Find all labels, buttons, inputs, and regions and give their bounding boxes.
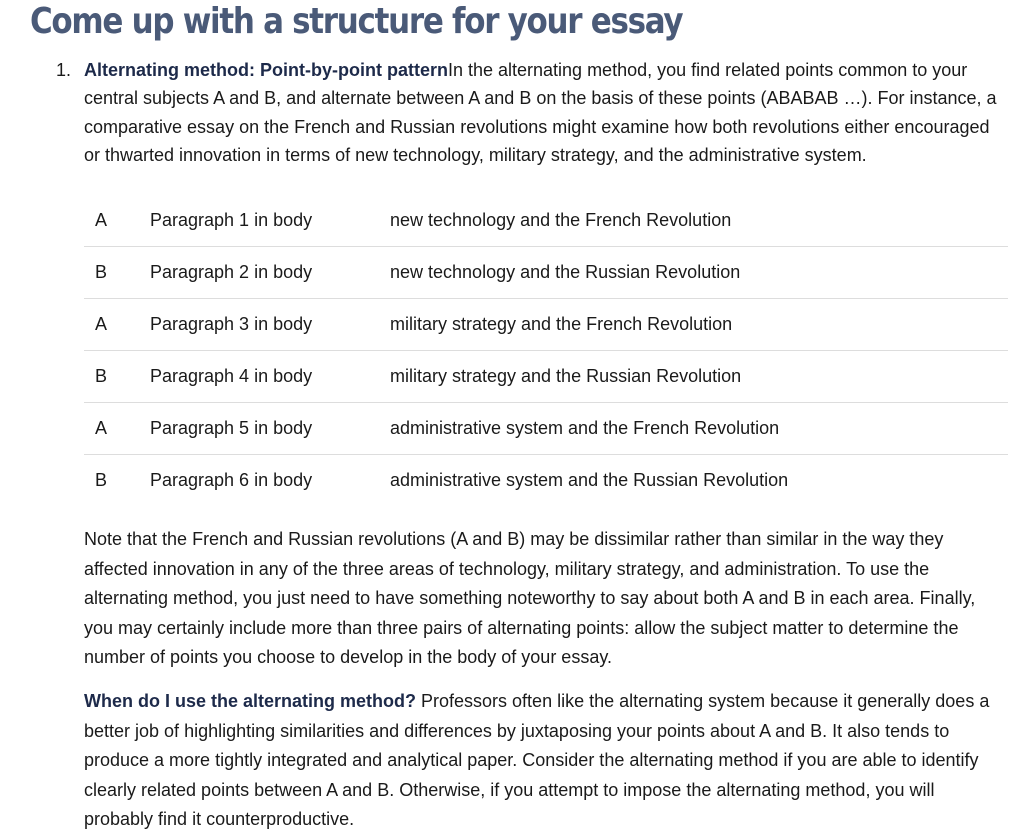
row-paragraph: Paragraph 1 in body — [150, 195, 390, 247]
row-topic: new technology and the French Revolution — [390, 195, 1008, 247]
when-heading: When do I use the alternating method? — [84, 691, 417, 711]
table-row — [84, 299, 1008, 351]
table-row — [84, 195, 1008, 247]
row-topic: new technology and the Russian Revolution — [390, 247, 1008, 299]
row-topic: administrative system and the Russian Revolution — [390, 470, 789, 490]
note-paragraph: Note that the French and Russian revolutions (A and B) may be dissimilar rather than similar in the way they affected innovation in any of the three areas of technology, military strategy, and administration. To use the alternating method, you just need to have something noteworthy to say about both A and B in each area. Finally, you may certainly include more than three pairs of alternating points: allow the subject matter to determine the number of points you choose to develop in the body of your essay. — [84, 529, 976, 667]
table-row — [84, 351, 1008, 403]
table-row — [84, 455, 1008, 507]
when-paragraph — [84, 687, 1004, 835]
row-paragraph: Paragraph 6 in body — [150, 470, 313, 490]
row-letter: B — [84, 351, 150, 403]
list-item-number: 1. — [56, 60, 72, 80]
row-letter: A — [84, 195, 150, 247]
table-row — [84, 247, 1008, 299]
row-letter: A — [84, 403, 150, 455]
table-row — [84, 403, 1008, 455]
row-letter: B — [95, 470, 108, 490]
row-paragraph: Paragraph 5 in body — [150, 403, 390, 455]
pattern-table — [84, 195, 1008, 506]
when-text: Professors often like the alternating system because it generally does a better job of highlighting similarities and differences by juxtaposing your points about A and B. It also tends to produce a more tightly integrated and analytical paper. Consider the alternating method if you are able to identify clearly related points between A and B. Otherwise, if you attempt to impose the alternating method, you will probably find it counterproductive. — [84, 691, 990, 829]
row-topic: administrative system and the French Revolution — [390, 403, 1008, 455]
row-letter: A — [84, 299, 150, 351]
row-paragraph: Paragraph 3 in body — [150, 299, 390, 351]
row-paragraph: Paragraph 2 in body — [150, 247, 390, 299]
item-text: In the alternating method, you find related points common to your central subjects A and B, and alternate between A and B on the basis of these points (ABABAB …). For instance, a comparative essay on the French and Russian revolutions might examine how both revolutions either encouraged or thwarted innovation in terms of new technology, military strategy, and the administrative system. — [84, 60, 997, 166]
list-item-body — [84, 56, 1009, 170]
row-letter: B — [84, 247, 150, 299]
row-topic: military strategy and the French Revolution — [390, 299, 1008, 351]
page-title: Come up with a structure for your essay — [30, 1, 683, 42]
row-paragraph: Paragraph 4 in body — [150, 351, 390, 403]
item-heading: Alternating method: Point-by-point pattern — [84, 60, 448, 80]
row-topic: military strategy and the Russian Revolution — [390, 351, 1008, 403]
